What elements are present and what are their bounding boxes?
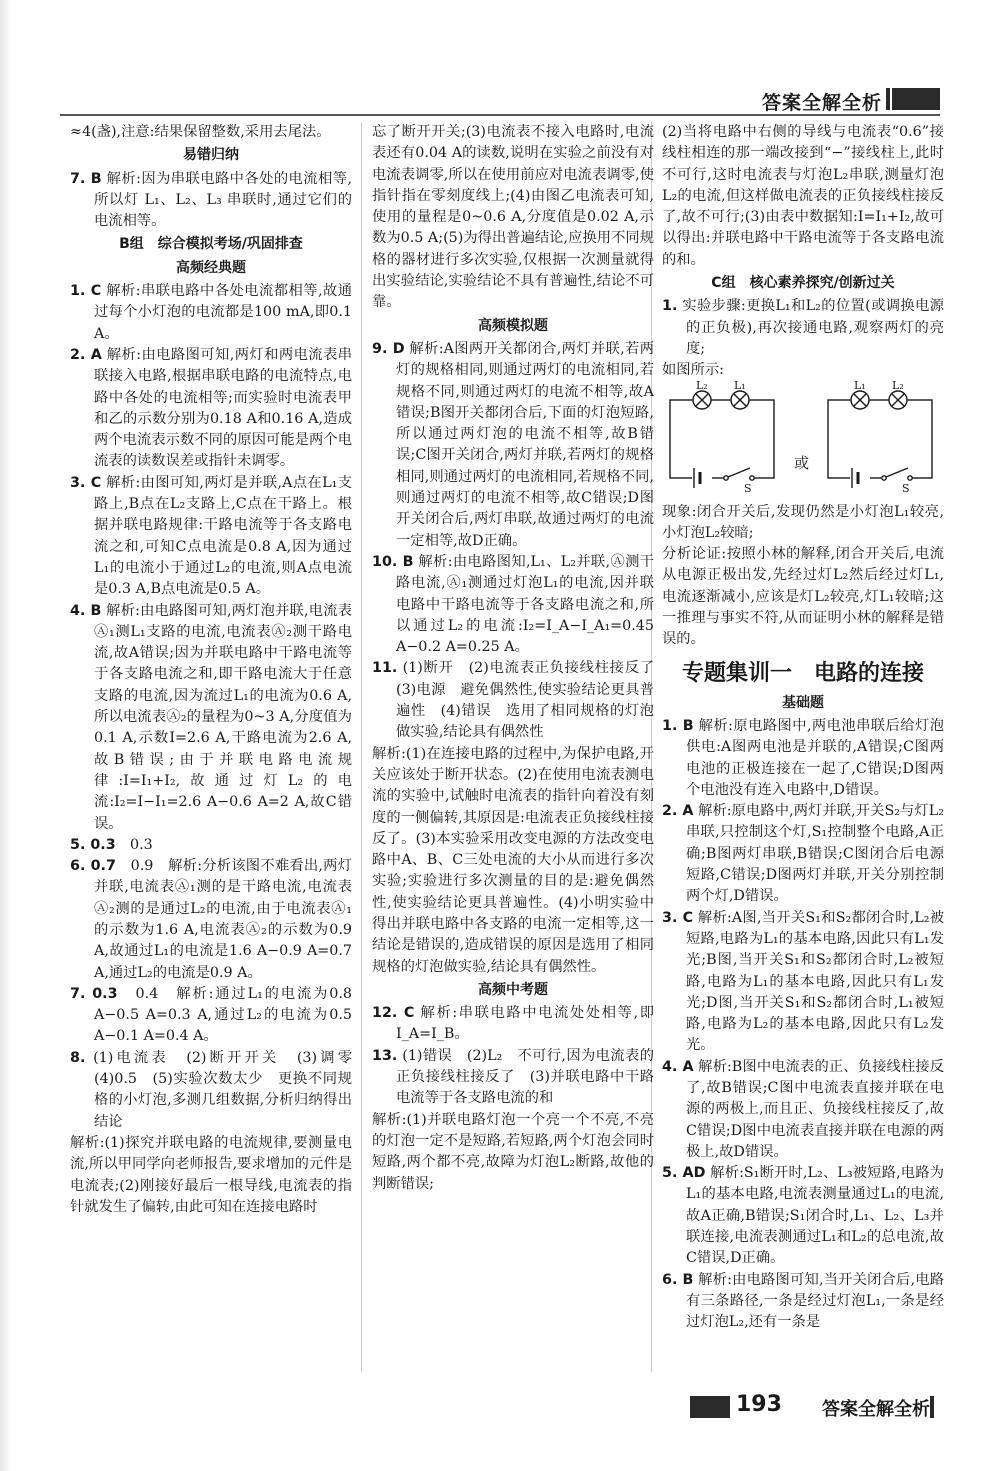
item-number: 3. C bbox=[662, 909, 694, 926]
paragraph: 解析:(1)并联电路灯泡一个亮一个不亮,不亮的灯泡一定不是短路,若短路,两个灯泡会同时短路,两个都不亮,故障为灯泡L₂断路,故他的判断错误; bbox=[372, 1111, 654, 1192]
item-number: 8. bbox=[70, 1049, 86, 1066]
switch-label: S bbox=[744, 481, 752, 495]
item-text: (1)电流表 (2)断开开关 (3)调零 (4)0.5 (5)实验次数太少 更换不同规格的小灯泡,多测几组数据,分析归纳得出结论 bbox=[85, 1049, 367, 1130]
item-number: 4. A bbox=[662, 1058, 694, 1075]
answer-item bbox=[662, 908, 944, 1057]
header-bar bbox=[892, 88, 940, 110]
item-number: 11. bbox=[372, 660, 398, 677]
section-heading: B组 综合模拟考场/巩固排查 bbox=[119, 236, 303, 253]
item-number: 6. B bbox=[662, 1271, 694, 1288]
answer-item bbox=[662, 296, 944, 360]
page-number: 193 bbox=[736, 1392, 782, 1417]
answer-item bbox=[662, 1270, 944, 1334]
answer-item bbox=[372, 1046, 654, 1110]
circuit-diagram bbox=[662, 378, 944, 496]
item-text: 解析:因为串联电路中各处的电流相等,所以灯 L₁、L₂、L₃ 串联时,通过它们的电流相等。 bbox=[94, 170, 352, 230]
item-text: 解析:串联电路中电流处处相等,即I_A=I_B。 bbox=[396, 1005, 655, 1043]
item-number: 13. bbox=[372, 1047, 398, 1064]
column-right-bottom bbox=[662, 502, 944, 1334]
item-number: 9. D bbox=[372, 340, 405, 357]
lamp-label: L₁ bbox=[734, 378, 746, 392]
answer-item bbox=[372, 658, 669, 743]
item-text: 0.4 解析:通过L₁的电流为0.8 A−0.5 A=0.3 A,通过L₂的电流为0.5 A−0.1 A=0.4 A。 bbox=[94, 985, 353, 1045]
item-text: 0.3 bbox=[115, 836, 153, 853]
answer-item bbox=[70, 1048, 367, 1133]
page-edge-shadow bbox=[0, 0, 12, 1471]
paragraph: 现象:闭合开关后,发现仍然是小灯泡L₁较亮,小灯泡L₂较暗; bbox=[662, 503, 944, 541]
answer-item bbox=[70, 169, 352, 233]
answer-item bbox=[372, 552, 654, 658]
item-text: 解析:由电路图可知,两灯泡并联,电流表Ⓐ₁测L₁支路的电流,电流表Ⓐ₂测干路电流,故A错误;因为并联电路中干路电流等于各支路电流之和,即干路电流大于任意支路的电流,因为流过L₁的电流为0.6 A,所以电流表Ⓐ₂的量程为0~3 A,分度值为0.1 A,示数I=2.6 A,干路电流为2.6 A,故B错误;由于并联电路电流规律:I=I₁+I₂,故通过灯L₂的电流:I₂=I−I₁=2.6 A−0.6 A=2 A,故C错误。 bbox=[94, 602, 352, 832]
header-rule bbox=[60, 114, 940, 116]
paragraph: (2)当将电路中右侧的导线与电流表“0.6”接线柱相连的那一端改接到“−”接线柱上,此时不可行,这时电流表与灯泡L₂串联,测量灯泡L₂的电流,但这样做电流表的正负接线柱接反了,故不可行;(3)由表中数据知:I=I₁+I₂,故可以得出:并联电路中干路电流等于各支路电流的和。 bbox=[662, 124, 944, 268]
column-middle bbox=[372, 122, 669, 1195]
answer-item bbox=[662, 1057, 944, 1163]
lamp-label: L₁ bbox=[854, 378, 866, 392]
item-text: 解析:S₁断开时,L₂、L₃被短路,电路为L₁的基本电路,电流表测量通过L₁的电流,故A正确,B错误;S₁闭合时,L₁、L₂、L₃并联连接,电流表测通过L₁和L₂的总电流,故C错误,D正确。 bbox=[686, 1165, 944, 1267]
answer-item bbox=[70, 473, 352, 601]
item-number: 1. bbox=[662, 298, 678, 315]
section-heading: 易错归纳 bbox=[183, 147, 239, 164]
answer-item bbox=[70, 835, 352, 856]
switch-label: S bbox=[902, 481, 910, 495]
answer-item bbox=[70, 345, 352, 473]
item-text: 解析:A图,当开关S₁和S₂都闭合时,L₂被短路,电路为L₁的基本电路,因此只有L₁发光;B图,当开关S₁和S₂都闭合时,L₂被短路,电路为L₁的基本电路,因此只有L₁发光;D图,当开关S₁和S₂都闭合时,L₁被短路,电路为L₂的基本电路,因此只有L₂发光。 bbox=[686, 909, 944, 1054]
item-number: 12. C bbox=[372, 1005, 415, 1022]
item-number: 1. B bbox=[662, 717, 694, 734]
section-heading: 高频经典题 bbox=[176, 259, 246, 276]
item-text: 解析:由电路图可知,两灯和两电流表串联接入电路,根据串联电路的电流特点,电路中各处的电流相等;而实验时电流表甲和乙的示数分别为0.18 A和0.16 A,造成两个电流表示数不同的原因可能是两个电流表的读数误差或指针未调零。 bbox=[94, 346, 353, 470]
paragraph: 忘了断开开关;(3)电流表不接入电路时,电流表还有0.04 A的读数,说明在实验之前没有对电流表调零,所以在使用前应对电流表调零,使指针指在零刻度线上;(4)由图乙电流表可知,使用的量程是0~0.6 A,分度值是0.02 A,示数为0.5 A;(5)为得出普遍结论,应换用不同规格的器材进行多次实验,仅根据一次测量就得出实验结论,实验结论不具有普遍性,结论不可靠。 bbox=[372, 124, 654, 311]
footer-title: 答案全解全析 bbox=[822, 1399, 930, 1420]
footer-bar bbox=[690, 1396, 730, 1418]
paragraph: 分析论证:按照小林的解释,闭合开关后,电流从电源正极出发,先经过灯L₂然后经过灯L₁,电流逐渐减小,应该是灯L₂较亮,灯L₁较暗;这一推理与事实不符,从而证明小林的解释是错误的。 bbox=[662, 546, 944, 648]
answer-item bbox=[372, 1003, 654, 1046]
lamp-label: L₂ bbox=[892, 378, 904, 392]
item-text: 解析:串联电路中各处电流都相等,故通过每个小灯泡的电流都是100 mA,即0.1 A。 bbox=[94, 283, 352, 342]
item-text: 解析:由图可知,两灯是并联,A点在L₁支路上,B点在L₂支路上,C点在干路上。根据并联电路规律:干路电流等于各支路电流之和,可知C点电流是0.8 A,因为通过L₁的电流小于通过L₂的电流,则A点电流是0.3 A,B点电流是0.5 A。 bbox=[94, 474, 352, 598]
item-number: 5. AD bbox=[662, 1165, 706, 1182]
item-number: 3. C bbox=[70, 474, 102, 491]
column-divider bbox=[361, 122, 362, 1372]
page-header bbox=[0, 84, 1000, 114]
paragraph: 解析:(1)在连接电路的过程中,为保护电路,开关应该处于断开状态。(2)在使用电流表测电流的实验中,试触时电流表的指针向着没有刻度的一侧偏转,其原因是:电流表正负接线柱接反了。(3)本实验采用改变电源的方法改变电路中A、B、C三处电流的大小从而进行多次实验;实验进行多次测量的目的是:避免偶然性,使实验结论更具普遍性。(4)小明实验中得出并联电路中各支路的电流一定相等,这一结论是错误的,造成错误的原因是选用了相同规格的灯泡做实验,结论具有偶然性。 bbox=[372, 745, 654, 975]
answer-item bbox=[70, 856, 352, 984]
answer-item bbox=[662, 716, 944, 801]
column-right-top bbox=[662, 122, 944, 382]
item-text: 解析:由电路图可知,当开关闭合后,电路有三条路径,一条是经过灯泡L₁,一条是经过灯泡L₂,还有一条是 bbox=[686, 1271, 944, 1331]
item-text: 实验步骤:更换L₁和L₂的位置(或调换电源的正负极),再次接通电路,观察两灯的亮度; bbox=[677, 298, 944, 357]
answer-item bbox=[70, 601, 352, 835]
answer-item bbox=[70, 984, 352, 1048]
item-number: 1. C bbox=[70, 283, 102, 300]
item-number: 2. A bbox=[662, 803, 694, 820]
item-number: 2. A bbox=[70, 346, 102, 363]
item-number: 7. B bbox=[70, 170, 102, 187]
item-text: 解析:B图中电流表的正、负接线柱接反了,故B错误;C图中电流表直接并联在电源的两极上,而且正、负接线柱接反了,故C错误;D图中电流表直接并联在电源的两极上,故D错误。 bbox=[686, 1058, 944, 1160]
column-left bbox=[70, 122, 367, 1218]
header-title: 答案全解全析 bbox=[761, 92, 882, 114]
circuit-wire-left bbox=[670, 400, 774, 478]
item-number: 6. 0.7 bbox=[70, 858, 116, 875]
answer-item bbox=[662, 1163, 944, 1269]
paragraph: 如图所示: bbox=[662, 362, 725, 379]
answer-item bbox=[70, 281, 352, 345]
item-number: 4. B bbox=[70, 602, 102, 619]
item-text: 0.9 解析:分析该图不难看出,两灯并联,电流表Ⓐ₁测的是干路电流,电流表Ⓐ₂测的是通过L₂的电流,由于电流表Ⓐ₁的示数为1.6 A,电流表Ⓐ₂的示数为0.9 A,故通过L₁的电流是1.6 A−0.9 A=0.7 A,通过L₂的电流是0.9 A。 bbox=[94, 858, 352, 981]
item-text: (1)断开 (2)电流表正负接线柱接反了 (3)电源 避免偶然性,使实验结论更具普遍性 (4)错误 选用了相同规格的灯泡做实验,结论具有偶然性 bbox=[396, 660, 669, 741]
item-number: 5. 0.3 bbox=[70, 836, 116, 853]
section-heading: C组 核心素养探究/创新过关 bbox=[711, 275, 895, 292]
item-text: 解析:A图两开关都闭合,两灯并联,若两灯的规格相同,则通过两灯的电流相同,若规格不同,则通过两灯的电流不相等,故A错误;B图开关都闭合后,下面的灯泡短路,所以通过两灯泡的电流不相等,故B错误;C图开关闭合,两灯并联,若两灯的规格相同,则通过两灯的电流相同,若规格不同,则通过两灯的电流不相等,故C错误;D图开关闭合后,两灯串联,故通过两灯的电流一定相等,故D正确。 bbox=[396, 340, 654, 549]
item-number: 10. B bbox=[372, 553, 414, 570]
item-text: 解析:原电路图中,两电池串联后给灯泡供电:A图两电池是并联的,A错误;C图两电池的正极连接在一起了,C错误;D图两个电池没有连入电路中,D错误。 bbox=[686, 717, 944, 798]
lamp-label: L₂ bbox=[696, 378, 708, 392]
section-heading: 高频中考题 bbox=[478, 981, 548, 998]
chapter-title: 专题集训一 电路的连接 bbox=[681, 660, 924, 686]
item-text: 解析:原电路中,两灯并联,开关S₂与灯L₂串联,只控制这个灯,S₁控制整个电路,A正确;B图两灯串联,B错误;C图闭合后电源短路,C错误;D图两灯并联,开关分别控制两个灯,D错误。 bbox=[686, 803, 944, 905]
section-heading: 高频模拟题 bbox=[478, 317, 548, 334]
column-right bbox=[662, 122, 944, 1334]
header-bar-thin bbox=[886, 88, 890, 110]
circuit-wire-right bbox=[828, 400, 932, 478]
answer-item bbox=[372, 339, 654, 552]
item-text: 解析:由电路图知,L₁、L₂并联,Ⓐ测干路电流,Ⓐ₁测通过灯泡L₁的电流,因并联电路中干路电流等于各支路电流之和,所以通过L₂的电流:I₂=I_A−I_A₁=0.45 A−0.2 A=0.25 A。 bbox=[396, 553, 655, 656]
or-label: 或 bbox=[794, 453, 810, 472]
footer-bar-thin bbox=[930, 1396, 934, 1418]
item-number: 7. 0.3 bbox=[70, 985, 118, 1002]
item-text: (1)错误 (2)L₂ 不可行,因为电流表的正负接线柱接反了 (3)并联电路中干路电流等于各支路电流的和 bbox=[396, 1047, 654, 1107]
page-footer bbox=[0, 1392, 1000, 1422]
paragraph: 解析:(1)探究并联电路的电流规律,要测量电流,所以甲同学向老师报告,要求增加的元件是电流表;(2)刚接好最后一根导线,电流表的指针就发生了偏转,由此可知在连接电路时 bbox=[70, 1134, 352, 1215]
section-heading: 基础题 bbox=[782, 694, 824, 711]
answer-item bbox=[662, 801, 944, 907]
paragraph: ≈4(盏),注意:结果保留整数,采用去尾法。 bbox=[70, 124, 331, 140]
